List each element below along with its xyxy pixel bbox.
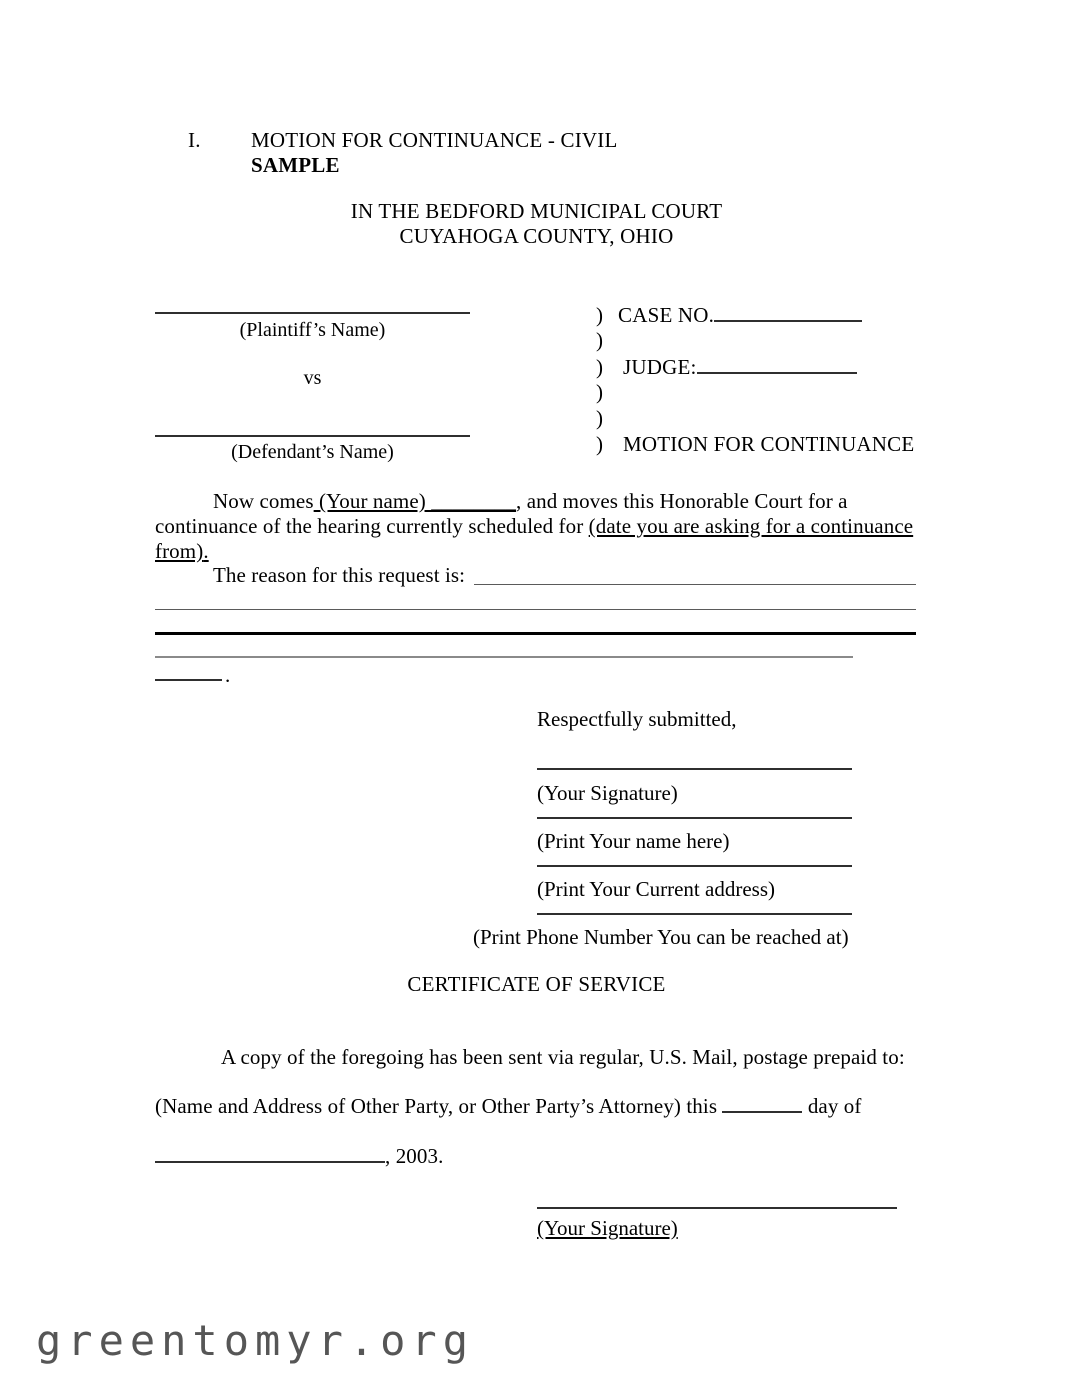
- section-numeral: I.: [188, 128, 201, 152]
- continuance-date-blank[interactable]: (date you are asking for a continuance from): [155, 514, 914, 563]
- caption-row-2: [596, 328, 618, 352]
- reason-trailing-period: .: [225, 663, 231, 687]
- signature-label-3: (Print Your Current address): [537, 877, 775, 901]
- page-title: MOTION FOR CONTINUANCE - CIVIL: [251, 128, 618, 152]
- signature-label-2: (Print Your name here): [537, 829, 730, 853]
- case-no-field[interactable]: [714, 302, 862, 322]
- caption-paren-icon: ): [596, 328, 603, 352]
- day-field[interactable]: [722, 1094, 802, 1113]
- case-no-label: CASE NO.: [618, 303, 715, 327]
- signature-label-1: (Your Signature): [537, 781, 678, 805]
- judge-label: JUDGE:: [623, 355, 697, 379]
- judge-field[interactable]: [697, 354, 857, 374]
- reason-label-line: [155, 563, 465, 588]
- signature-blank-3[interactable]: [537, 865, 852, 867]
- certificate-paragraph-2: [155, 1094, 945, 1119]
- your-name-blank[interactable]: (Your name) ________: [313, 489, 517, 513]
- defendant-name-blank[interactable]: [155, 435, 470, 437]
- caption-paren-icon: ): [596, 303, 603, 327]
- caption-row-5: [596, 406, 618, 430]
- certificate-paragraph-3: [155, 1144, 655, 1169]
- certificate-text-1: A copy of the foregoing has been sent via regular, U.S. Mail, postage prepaid to:: [221, 1045, 905, 1069]
- certificate-of-service-heading: CERTIFICATE OF SERVICE: [407, 972, 666, 996]
- now-comes-middle: , and moves this Honorable Court for a continuance of the hearing currently scheduled for: [155, 489, 848, 538]
- reason-blank-line-4[interactable]: [155, 656, 853, 658]
- year-suffix: , 2003.: [385, 1144, 444, 1168]
- motion-title: MOTION FOR CONTINUANCE: [623, 432, 915, 456]
- month-field[interactable]: [155, 1144, 385, 1163]
- caption-row-case-no: [596, 302, 862, 327]
- respectfully-submitted: Respectfully submitted,: [537, 707, 737, 731]
- plaintiff-name-blank[interactable]: [155, 312, 470, 314]
- site-watermark: greentomyr.org: [36, 1316, 475, 1365]
- signature-blank-2[interactable]: [537, 817, 852, 819]
- case-caption: [0, 290, 1073, 475]
- now-comes-prefix: Now comes: [213, 489, 314, 513]
- other-party-prefix: (Name and Address of Other Party, or Other Party’s Attorney) this: [155, 1094, 723, 1118]
- versus-label: vs: [303, 367, 322, 389]
- caption-row-motion-title: [596, 432, 914, 456]
- signature-label-4: (Print Phone Number You can be reached at): [473, 925, 849, 949]
- day-of-suffix: day of: [802, 1094, 862, 1118]
- motion-body-paragraph: [155, 489, 920, 564]
- caption-row-4: [596, 380, 618, 404]
- defendant-name-label: (Defendant’s Name): [231, 441, 394, 463]
- reason-label: The reason for this request is:: [213, 563, 466, 587]
- sample-label: SAMPLE: [251, 153, 340, 177]
- caption-paren-icon: ): [596, 432, 603, 456]
- final-signature-label: (Your Signature): [537, 1216, 678, 1240]
- court-name: IN THE BEDFORD MUNICIPAL COURT: [350, 199, 723, 223]
- reason-blank-line-2[interactable]: [155, 609, 916, 610]
- plaintiff-name-label: (Plaintiff’s Name): [239, 319, 386, 341]
- signature-blank-4[interactable]: [537, 913, 852, 915]
- caption-paren-icon: ): [596, 355, 603, 379]
- reason-blank-line-5[interactable]: [155, 679, 222, 681]
- signature-blank-1[interactable]: [537, 768, 852, 770]
- reason-blank-line-1[interactable]: [474, 584, 916, 585]
- sentence-period: .: [203, 539, 209, 563]
- certificate-paragraph-1: [155, 1045, 935, 1070]
- caption-paren-icon: ): [596, 380, 603, 404]
- reason-blank-line-3[interactable]: [155, 632, 916, 635]
- caption-paren-icon: ): [596, 406, 603, 430]
- final-signature-blank[interactable]: [537, 1207, 897, 1209]
- caption-row-judge: [596, 354, 857, 379]
- county-name: CUYAHOGA COUNTY, OHIO: [399, 224, 674, 248]
